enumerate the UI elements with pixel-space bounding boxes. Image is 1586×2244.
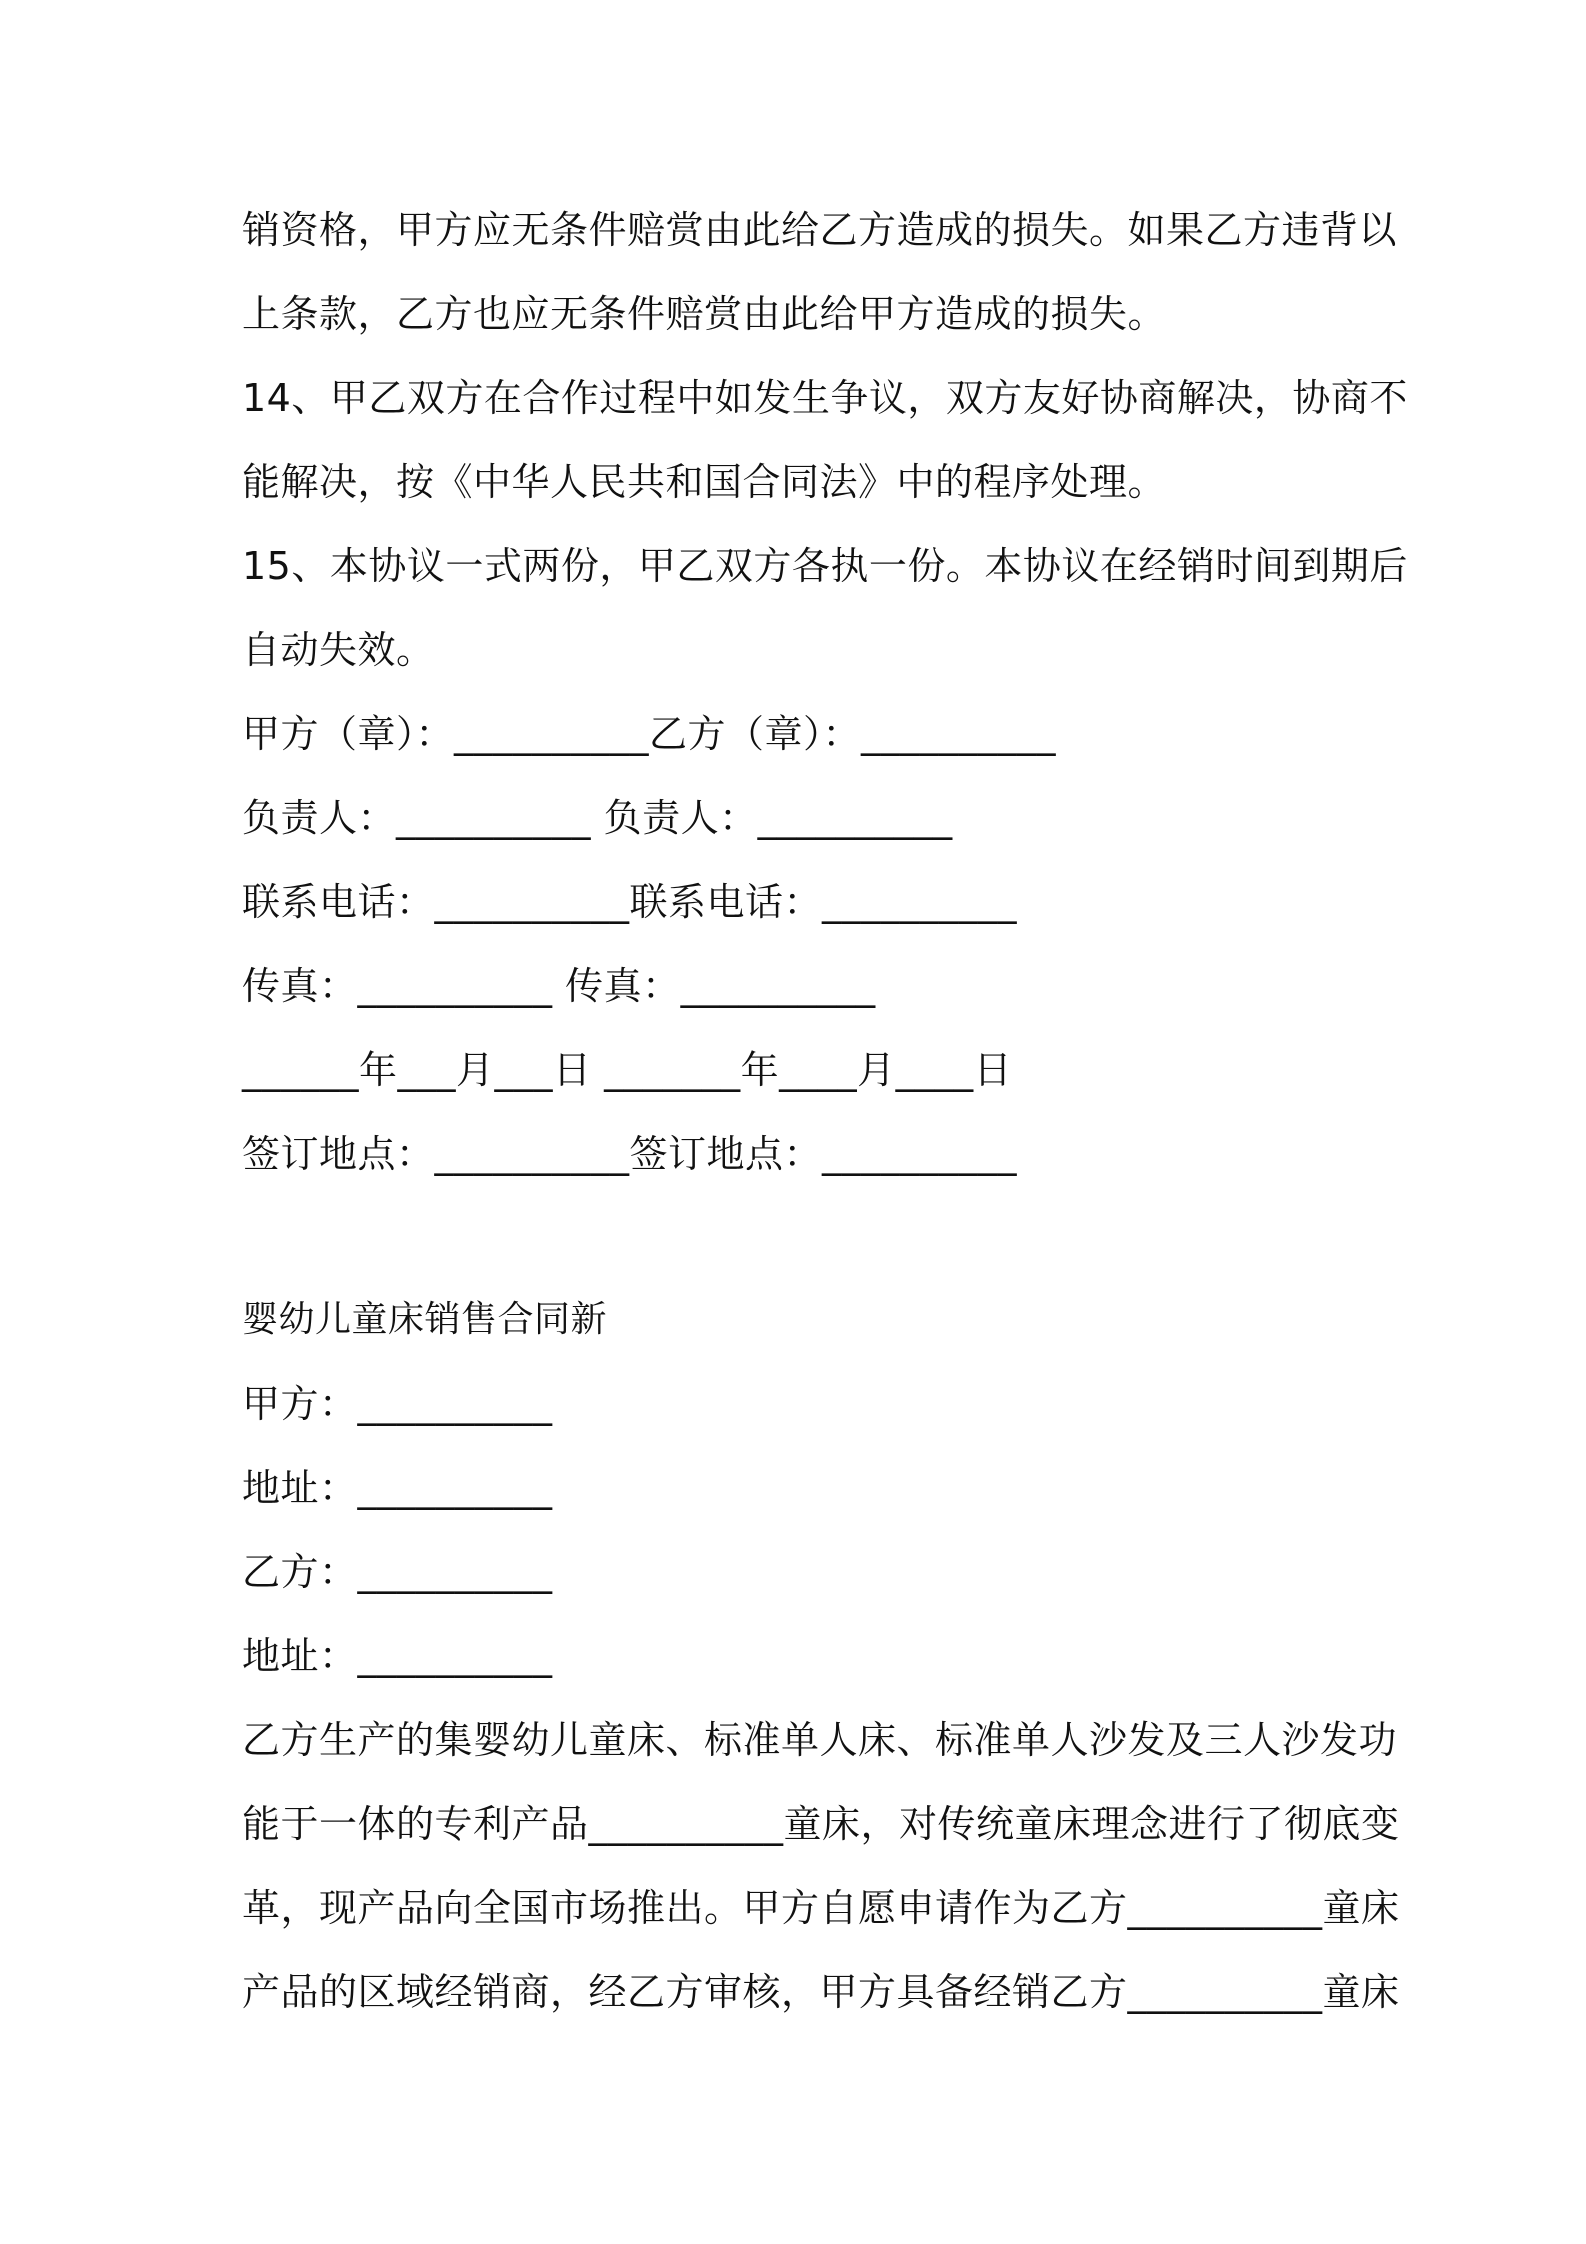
party-a-line: 甲方：__________	[242, 1382, 553, 1426]
signature-place-line: 签订地点：__________签订地点：__________	[242, 1132, 1018, 1176]
paragraph-line: 革，现产品向全国市场推出。甲方自愿申请作为乙方__________童床	[242, 1886, 1400, 1930]
clause-14-line: 14、甲乙双方在合作过程中如发生争议，双方友好协商解决，协商不	[242, 376, 1408, 420]
clause-15-line: 15、本协议一式两份，甲乙双方各执一份。本协议在经销时间到期后	[242, 544, 1408, 588]
paragraph-line: 销资格，甲方应无条件赔赏由此给乙方造成的损失。如果乙方违背以	[242, 208, 1398, 252]
address-line: 地址：__________	[242, 1634, 553, 1678]
paragraph-line: 产品的区域经销商，经乙方审核，甲方具备经销乙方__________童床	[242, 1970, 1400, 2014]
signature-date-line: ______年___月___日 _______年____月____日	[242, 1048, 1013, 1092]
party-b-line: 乙方：__________	[242, 1550, 553, 1594]
signature-fax-line: 传真：__________ 传真：__________	[242, 964, 876, 1008]
signature-responsible-line: 负责人：__________ 负责人：__________	[242, 796, 953, 840]
signature-phone-line: 联系电话：__________联系电话：__________	[242, 880, 1018, 924]
paragraph-line: 能解决，按《中华人民共和国合同法》中的程序处理。	[242, 460, 1167, 504]
paragraph-line: 自动失效。	[242, 628, 435, 672]
paragraph-line: 乙方生产的集婴幼儿童床、标准单人床、标准单人沙发及三人沙发功	[242, 1718, 1398, 1762]
document-title: 婴幼儿童床销售合同新	[242, 1299, 608, 1340]
paragraph-line: 上条款，乙方也应无条件赔赏由此给甲方造成的损失。	[242, 292, 1167, 336]
address-line: 地址：__________	[242, 1466, 553, 1510]
signature-party-line: 甲方（章）：__________乙方（章）：__________	[242, 712, 1057, 756]
paragraph-line: 能于一体的专利产品__________童床，对传统童床理念进行了彻底变	[242, 1802, 1400, 1846]
